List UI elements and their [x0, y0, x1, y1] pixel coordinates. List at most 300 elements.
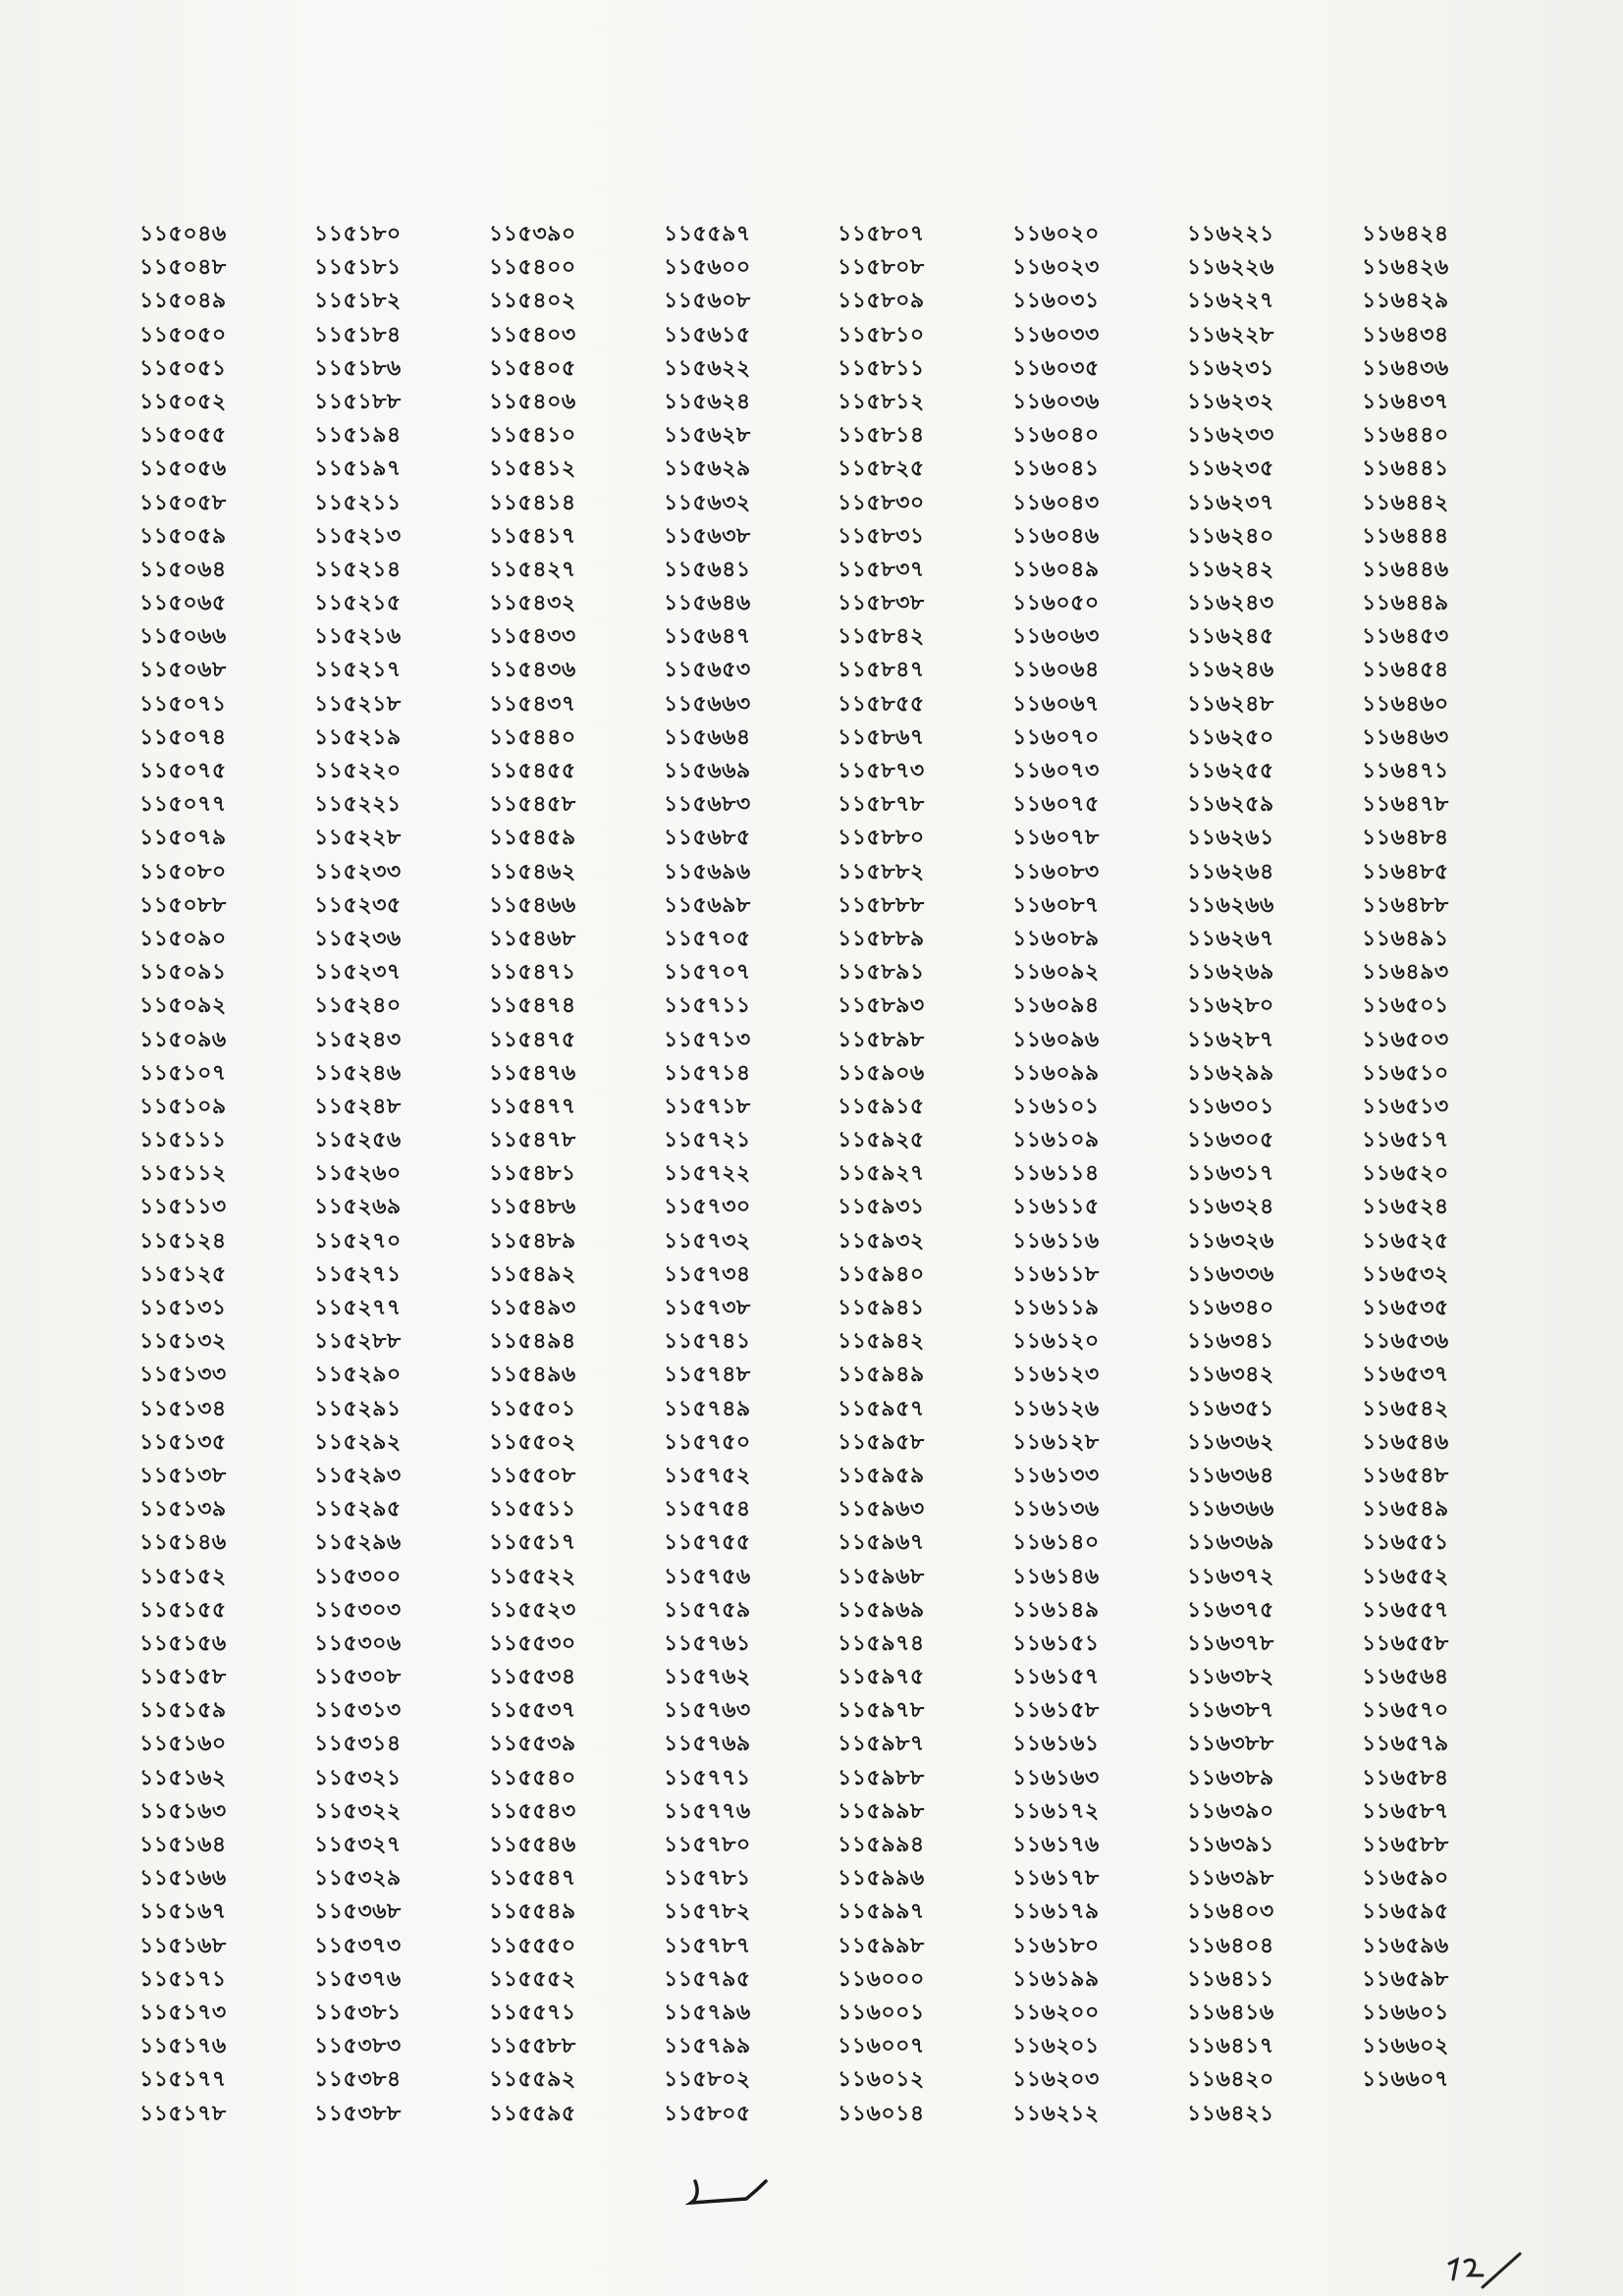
- number-column: [1187, 218, 1334, 2131]
- list-item: ১১৫১৮৮: [314, 389, 402, 414]
- number-list: [139, 218, 1455, 2142]
- list-item: ১১৫৩০৩: [314, 1597, 402, 1623]
- list-item: ১১৫৮০৫: [664, 2101, 751, 2126]
- list-item: ১১৫৪৫৯: [489, 826, 576, 851]
- list-item: ১১৬২৪৩: [1187, 591, 1274, 616]
- list-item: ১১৬৪৭৮: [1362, 792, 1449, 818]
- list-item: ১১৫৪৯৩: [489, 1296, 576, 1320]
- list-item: ১১৬১৬১: [1012, 1732, 1100, 1757]
- list-item: ১১৫৩৬৮: [314, 1899, 402, 1925]
- list-item: ১১৬৪০৪: [1187, 1933, 1274, 1958]
- list-item: ১১৫৪৯২: [489, 1261, 576, 1287]
- list-item: ১১৬০৪১: [1012, 456, 1100, 482]
- list-item: ১১৬৪৪৯: [1362, 591, 1449, 616]
- number-column: [139, 218, 287, 2131]
- list-item: ১১৫২৩৩: [314, 859, 402, 884]
- list-item: ১১৫১৫৯: [139, 1698, 227, 1724]
- list-item: ১১৬৩৭৮: [1187, 1630, 1274, 1656]
- list-item: ১১৬০৬৪: [1012, 658, 1100, 683]
- list-item: ১১৬১২৩: [1012, 1362, 1100, 1388]
- list-item: ১১৬৪১৬: [1187, 2000, 1274, 2025]
- list-item: ১১৬৩৮৮: [1187, 1732, 1274, 1757]
- list-item: ১১৫৩৮৮: [314, 2101, 402, 2126]
- list-item: ১১৫১২৫: [139, 1261, 227, 1287]
- list-item: ১১৫৯৭৪: [838, 1630, 925, 1656]
- list-item: ১১৬৩৭২: [1187, 1564, 1274, 1589]
- list-item: ১১৫২২১: [314, 792, 402, 818]
- list-item: ১১৬০০১: [838, 2000, 925, 2025]
- list-item: ১১৫৫৮৮: [489, 2034, 576, 2059]
- list-item: ১১৫৭৫৪: [664, 1497, 751, 1522]
- list-item: ১১৬০৪৬: [1012, 523, 1100, 549]
- list-item: ১১৫৫৯৭: [664, 222, 751, 246]
- list-item: ১১৫২৭১: [314, 1261, 402, 1287]
- list-item: ১১৬০৬৭: [1012, 691, 1100, 717]
- list-item: ১১৬০৫০: [1012, 591, 1100, 616]
- list-item: ১১৫৬৬৩: [664, 691, 751, 717]
- list-item: ১১৫০৯২: [139, 993, 227, 1019]
- list-item: ১১৬০৪৩: [1012, 490, 1100, 515]
- list-item: ১১৫০৫৫: [139, 423, 227, 449]
- number-column: [489, 218, 636, 2131]
- list-item: ১১৫৬৯৮: [664, 892, 751, 918]
- list-item: ১১৬৩২৪: [1187, 1195, 1274, 1220]
- list-item: ১১৬২৫০: [1187, 724, 1274, 750]
- list-item: ১১৫৩৮১: [314, 2000, 402, 2025]
- list-item: ১১৫৯৯৬: [838, 1866, 925, 1892]
- list-item: ১১৫৫১৭: [489, 1530, 576, 1556]
- list-item: ১১৫০৭১: [139, 691, 227, 717]
- list-item: ১১৫৩০৬: [314, 1630, 402, 1656]
- list-item: ১১৬৪৯৩: [1362, 960, 1449, 986]
- list-item: ১১৫৯৮৭: [838, 1732, 925, 1757]
- list-item: ১১৬৪৬৩: [1362, 724, 1449, 750]
- list-item: ১১৫১৩৫: [139, 1429, 227, 1455]
- list-item: ১১৫৪৫৫: [489, 759, 576, 783]
- list-item: ১১৬৩৩৬: [1187, 1261, 1274, 1287]
- list-item: ১১৬৫৯৮: [1362, 1966, 1449, 1992]
- list-item: ১১৫০৫০: [139, 322, 227, 347]
- list-item: ১১৫১৬০: [139, 1732, 227, 1757]
- list-item: ১১৫৩৮৩: [314, 2034, 402, 2059]
- list-item: ১১৬৪৮৮: [1362, 892, 1449, 918]
- list-item: ১১৫১৫২: [139, 1564, 227, 1589]
- list-item: ১১৫৯৫৯: [838, 1463, 925, 1488]
- list-item: ১১৫২৬৯: [314, 1195, 402, 1220]
- list-item: ১১৬২৬১: [1187, 826, 1274, 851]
- list-item: ১১৬১৮০: [1012, 1933, 1100, 1958]
- list-item: ১১৫৯৬৯: [838, 1597, 925, 1623]
- list-item: ১১৫৫৫২: [489, 1966, 576, 1992]
- list-item: ১১৫৯৩১: [838, 1195, 925, 1220]
- list-item: ১১৫৮০২: [664, 2067, 751, 2093]
- list-item: ১১৫১১১: [139, 1128, 227, 1153]
- list-item: ১১৬৪১৭: [1187, 2034, 1274, 2059]
- list-item: ১১৫৭৭৬: [664, 1798, 751, 1824]
- list-item: ১১৬৫৬৪: [1362, 1665, 1449, 1690]
- list-item: ১১৫১৬৪: [139, 1833, 227, 1857]
- list-item: ১১৫০৭৫: [139, 759, 227, 783]
- list-item: ১১৫৭৯৯: [664, 2034, 751, 2059]
- list-item: ১১৬৪৮৪: [1362, 826, 1449, 851]
- list-item: ১১৬১৭৮: [1012, 1866, 1100, 1892]
- list-item: ১১৫২৭০: [314, 1228, 402, 1254]
- list-item: ১১৫১৮১: [314, 255, 402, 281]
- list-item: ১১৫১১৩: [139, 1195, 227, 1220]
- list-item: ১১৫২১৩: [314, 523, 402, 549]
- list-item: ১১৫৮৪২: [838, 624, 925, 650]
- list-item: ১১৬০০০: [838, 1966, 925, 1992]
- list-item: ১১৫০৫১: [139, 355, 227, 381]
- list-item: ১১৫৪৬৬: [489, 892, 576, 918]
- list-item: ১১৬৪৪১: [1362, 456, 1449, 482]
- list-item: ১১৫১০৭: [139, 1060, 227, 1086]
- list-item: ১১৫৭৮০: [664, 1833, 751, 1857]
- list-item: ১১৫৪১৭: [489, 523, 576, 549]
- list-item: ১১৬৪২৬: [1362, 255, 1449, 281]
- list-item: ১১৬১৭৬: [1012, 1833, 1100, 1857]
- list-item: ১১৫৯০৬: [838, 1060, 925, 1086]
- list-item: ১১৬১০৯: [1012, 1128, 1100, 1153]
- list-item: ১১৫৮৩৭: [838, 557, 925, 582]
- list-item: ১১৫২৪৩: [314, 1027, 402, 1052]
- list-item: ১১৬৩৪২: [1187, 1362, 1274, 1388]
- list-item: ১১৬৪৯১: [1362, 926, 1449, 951]
- list-item: ১১৫২২৮: [314, 826, 402, 851]
- list-item: ১১৫৪৭১: [489, 960, 576, 986]
- list-item: ১১৬০৩৫: [1012, 355, 1100, 381]
- list-item: ১১৬৩৬৬: [1187, 1497, 1274, 1522]
- list-item: ১১৬৫৩৫: [1362, 1296, 1449, 1320]
- list-item: ১১৬৫৯৬: [1362, 1933, 1449, 1958]
- list-item: ১১৫১০৯: [139, 1094, 227, 1119]
- list-item: ১১৫৬৪১: [664, 557, 751, 582]
- list-item: ১১৬৬০২: [1362, 2034, 1449, 2059]
- list-item: ১১৬১১৫: [1012, 1195, 1100, 1220]
- list-item: ১১৫৬২৪: [664, 389, 751, 414]
- list-item: ১১৬১৬৩: [1012, 1765, 1100, 1790]
- list-item: ১১৫৮০৮: [838, 255, 925, 281]
- list-item: ১১৫৪৭৭: [489, 1094, 576, 1119]
- list-item: ১১৬১২৬: [1012, 1396, 1100, 1421]
- list-item: ১১৫২১৯: [314, 724, 402, 750]
- list-item: ১১৫৭২২: [664, 1161, 751, 1187]
- list-item: ১১৬৪৬০: [1362, 691, 1449, 717]
- list-item: ১১৬০৭৫: [1012, 792, 1100, 818]
- number-column: [1362, 218, 1509, 2098]
- list-item: ১১৬২৬৯: [1187, 960, 1274, 986]
- list-item: ১১৫৭৩৮: [664, 1296, 751, 1320]
- list-item: ১১৫৭৭১: [664, 1765, 751, 1790]
- list-item: ১১৫০৭৪: [139, 724, 227, 750]
- list-item: ১১৬৫৫৮: [1362, 1630, 1449, 1656]
- list-item: ১১৬৫০৩: [1362, 1027, 1449, 1052]
- list-item: ১১৫৭৪৯: [664, 1396, 751, 1421]
- list-item: ১১৬৪৪৬: [1362, 557, 1449, 582]
- list-item: ১১৬৪৫৩: [1362, 624, 1449, 650]
- list-item: ১১৫৭৩২: [664, 1228, 751, 1254]
- list-item: ১১৫১৭৮: [139, 2101, 227, 2126]
- list-item: ১১৫৪৭৫: [489, 1027, 576, 1052]
- list-item: ১১৫৪২৭: [489, 557, 576, 582]
- list-item: ১১৬০৭৮: [1012, 826, 1100, 851]
- list-item: ১১৫৫৩৭: [489, 1698, 576, 1724]
- list-item: ১১৬০৯৪: [1012, 993, 1100, 1019]
- list-item: ১১৫৫৪৭: [489, 1866, 576, 1892]
- list-item: ১১৫০৫২: [139, 389, 227, 414]
- list-item: ১১৫৩১৪: [314, 1732, 402, 1757]
- list-item: ১১৫৭৪১: [664, 1329, 751, 1355]
- list-item: ১১৬৫২০: [1362, 1161, 1449, 1187]
- list-item: ১১৬৫৭৯: [1362, 1732, 1449, 1757]
- list-item: ১১৫৬৮৩: [664, 792, 751, 818]
- list-item: ১১৫০৬৮: [139, 658, 227, 683]
- list-item: ১১৫৮১০: [838, 322, 925, 347]
- list-item: ১১৬০২৩: [1012, 255, 1100, 281]
- list-item: ১১৫৮৩৮: [838, 591, 925, 616]
- list-item: ১১৬৪৮৫: [1362, 859, 1449, 884]
- list-item: ১১৫৪৪০: [489, 724, 576, 750]
- list-item: ১১৬১১৯: [1012, 1296, 1100, 1320]
- list-item: ১১৫১৯৭: [314, 456, 402, 482]
- list-item: ১১৫৫৪৯: [489, 1899, 576, 1925]
- list-item: ১১৬১১৪: [1012, 1161, 1100, 1187]
- list-item: ১১৫২২০: [314, 759, 402, 783]
- list-item: ১১৫৬৩২: [664, 490, 751, 515]
- list-item: ১১৫৯৬৮: [838, 1564, 925, 1589]
- list-item: ১১৫২৯২: [314, 1429, 402, 1455]
- list-item: ১১৫৫৪০: [489, 1765, 576, 1790]
- list-item: ১১৫৫৪৬: [489, 1833, 576, 1857]
- list-item: ১১৫০৪৬: [139, 222, 227, 246]
- list-item: ১১৫৪০৩: [489, 322, 576, 347]
- list-item: ১১৫১৩১: [139, 1296, 227, 1320]
- list-item: ১১৫২১৮: [314, 691, 402, 717]
- list-item: ১১৫২৩৬: [314, 926, 402, 951]
- list-item: ১১৬৫১০: [1362, 1060, 1449, 1086]
- list-item: ১১৫৩২৯: [314, 1866, 402, 1892]
- list-item: ১১৬১৩৩: [1012, 1463, 1100, 1488]
- list-item: ১১৫১৮০: [314, 222, 402, 246]
- list-item: ১১৬৫৭০: [1362, 1698, 1449, 1724]
- list-item: ১১৬২৪৮: [1187, 691, 1274, 717]
- list-item: ১১৬০৯২: [1012, 960, 1100, 986]
- list-item: ১১৬১৯৯: [1012, 1966, 1100, 1992]
- list-item: ১১৬২৪২: [1187, 557, 1274, 582]
- list-item: ১১৫৫৯২: [489, 2067, 576, 2093]
- list-item: ১১৬১১৬: [1012, 1228, 1100, 1254]
- list-item: ১১৫৮৮২: [838, 859, 925, 884]
- list-item: ১১৫৪৭৪: [489, 993, 576, 1019]
- list-item: ১১৫২৬০: [314, 1161, 402, 1187]
- list-item: ১১৫৯৭৫: [838, 1665, 925, 1690]
- list-item: ১১৫২৪৬: [314, 1060, 402, 1086]
- list-item: ১১৫৫১১: [489, 1497, 576, 1522]
- list-item: ১১৫৪০০: [489, 255, 576, 281]
- list-item: ১১৬৪২৪: [1362, 222, 1449, 246]
- list-item: ১১৬১৫৭: [1012, 1665, 1100, 1690]
- list-item: ১১৫৮৩০: [838, 490, 925, 515]
- list-item: ১১৫৮৮৮: [838, 892, 925, 918]
- list-item: ১১৫১৩৮: [139, 1463, 227, 1488]
- list-item: ১১৬২৩৭: [1187, 490, 1274, 515]
- list-item: ১১৬০১২: [838, 2067, 925, 2093]
- list-item: ১১৬১৫৮: [1012, 1698, 1100, 1724]
- number-column: [1012, 218, 1160, 2131]
- list-item: ১১৫০৬৪: [139, 557, 227, 582]
- list-item: ১১৫৬৪৬: [664, 591, 751, 616]
- list-item: ১১৬০১৪: [838, 2101, 925, 2126]
- list-item: ১১৫৭৬৩: [664, 1698, 751, 1724]
- list-item: ১১৬০৮৭: [1012, 892, 1100, 918]
- list-item: ১১৫৪৯৪: [489, 1329, 576, 1355]
- list-item: ১১৫৯৪১: [838, 1296, 925, 1320]
- list-item: ১১৫৯৮৮: [838, 1765, 925, 1790]
- list-item: ১১৫৭৫০: [664, 1429, 751, 1455]
- list-item: ১১৬৪৪২: [1362, 490, 1449, 515]
- list-item: ১১৬০৩৬: [1012, 389, 1100, 414]
- list-item: ১১৬৩০৫: [1187, 1128, 1274, 1153]
- list-item: ১১৫১২৪: [139, 1228, 227, 1254]
- list-item: ১১৫২৯৬: [314, 1530, 402, 1556]
- list-item: ১১৬২৫৯: [1187, 792, 1274, 818]
- list-item: ১১৬১২৮: [1012, 1429, 1100, 1455]
- list-item: ১১৫৬২৯: [664, 456, 751, 482]
- list-item: ১১৫৮৯৩: [838, 993, 925, 1019]
- list-item: ১১৬২০৩: [1012, 2067, 1100, 2093]
- list-item: ১১৫১৫৬: [139, 1630, 227, 1656]
- list-item: ১১৫৮৬৭: [838, 724, 925, 750]
- list-item: ১১৫৩৭৬: [314, 1966, 402, 1992]
- list-item: ১১৫৪৭৬: [489, 1060, 576, 1086]
- list-item: ১১৬২১২: [1012, 2101, 1100, 2126]
- list-item: ১১৫৫৩৯: [489, 1732, 576, 1757]
- list-item: ১১৬৫১৩: [1362, 1094, 1449, 1119]
- list-item: ১১৫৬৯৬: [664, 859, 751, 884]
- list-item: ১১৫৪৬৮: [489, 926, 576, 951]
- list-item: ১১৫৭০৭: [664, 960, 751, 986]
- list-item: ১১৫১৭৭: [139, 2067, 227, 2093]
- list-item: ১১৬০৪৯: [1012, 557, 1100, 582]
- list-item: ১১৬৪২১: [1187, 2101, 1274, 2126]
- list-item: ১১৫২৭৭: [314, 1296, 402, 1320]
- list-item: ১১৫২১১: [314, 490, 402, 515]
- list-item: ১১৬০৭৩: [1012, 759, 1100, 783]
- list-item: ১১৫৩৭৩: [314, 1933, 402, 1958]
- list-item: ১১৫১৬৭: [139, 1899, 227, 1925]
- list-item: ১১৬০৬৩: [1012, 624, 1100, 650]
- list-item: ১১৫৮৮০: [838, 826, 925, 851]
- list-item: ১১৬০৮৩: [1012, 859, 1100, 884]
- list-item: ১১৫৯৯৮: [838, 1933, 925, 1958]
- list-item: ১১৫১৩৯: [139, 1497, 227, 1522]
- list-item: ১১৬০৩৩: [1012, 322, 1100, 347]
- list-item: ১১৫১৭১: [139, 1966, 227, 1992]
- list-item: ১১৫৯৬৭: [838, 1530, 925, 1556]
- list-item: ১১৬৩৯৮: [1187, 1866, 1274, 1892]
- list-item: ১১৫০৬৫: [139, 591, 227, 616]
- list-item: ১১৫৯৬৩: [838, 1497, 925, 1522]
- list-item: ১১৬১১৮: [1012, 1261, 1100, 1287]
- list-item: ১১৬৫৩২: [1362, 1261, 1449, 1287]
- page-initial-mark: [1443, 2248, 1532, 2295]
- list-item: ১১৫০৯১: [139, 960, 227, 986]
- list-item: ১১৫৪৩২: [489, 591, 576, 616]
- list-item: ১১৫৭৮৭: [664, 1933, 751, 1958]
- list-item: ১১৬৩৬২: [1187, 1429, 1274, 1455]
- list-item: ১১৫৮৮৯: [838, 926, 925, 951]
- list-item: ১১৬৫২৫: [1362, 1228, 1449, 1254]
- list-item: ১১৫৬২৮: [664, 423, 751, 449]
- list-item: ১১৫৬৬৯: [664, 759, 751, 783]
- list-item: ১১৬৫১৭: [1362, 1128, 1449, 1153]
- list-item: ১১৫০৪৮: [139, 255, 227, 281]
- list-item: ১১৬৫৩৬: [1362, 1329, 1449, 1355]
- list-item: ১১৬২২৬: [1187, 255, 1274, 281]
- list-item: ১১৫৫০২: [489, 1429, 576, 1455]
- list-item: ১১৬২৪৫: [1187, 624, 1274, 650]
- list-item: ১১৫৭৬৯: [664, 1732, 751, 1757]
- list-item: ১১৫৫২২: [489, 1564, 576, 1589]
- list-item: ১১৫৯৯৭: [838, 1899, 925, 1925]
- list-item: ১১৫৫৫০: [489, 1933, 576, 1958]
- list-item: ১১৫৬০৮: [664, 289, 751, 314]
- list-item: ১১৫৫৩০: [489, 1630, 576, 1656]
- list-item: ১১৫৭৫৯: [664, 1597, 751, 1623]
- list-item: ১১৫৭৯৫: [664, 1966, 751, 1992]
- list-item: ১১৬২৩৩: [1187, 423, 1274, 449]
- list-item: ১১৫০৯০: [139, 926, 227, 951]
- list-item: ১১৫৪১০: [489, 423, 576, 449]
- list-item: ১১৬০৪০: [1012, 423, 1100, 449]
- list-item: ১১৫৭৫৬: [664, 1564, 751, 1589]
- list-item: ১১৬৪১১: [1187, 1966, 1274, 1992]
- list-item: ১১৬৪৩৪: [1362, 322, 1449, 347]
- list-item: ১১৫৭৫৫: [664, 1530, 751, 1556]
- list-item: ১১৫১৬৩: [139, 1798, 227, 1824]
- list-item: ১১৬২৩৫: [1187, 456, 1274, 482]
- list-item: ১১৬৩৮২: [1187, 1665, 1274, 1690]
- list-item: ১১৫১৬৬: [139, 1866, 227, 1892]
- list-item: ১১৫৭১১: [664, 993, 751, 1019]
- list-item: ১১৬২৪৬: [1187, 658, 1274, 683]
- list-item: ১১৬০৮৯: [1012, 926, 1100, 951]
- list-item: ১১৫০৯৬: [139, 1027, 227, 1052]
- list-item: ১১৬৫৮৪: [1362, 1765, 1449, 1790]
- list-item: ১১৫৪০২: [489, 289, 576, 314]
- list-item: ১১৫২১৭: [314, 658, 402, 683]
- list-item: ১১৬১০১: [1012, 1094, 1100, 1119]
- list-item: ১১৬৩৮৯: [1187, 1765, 1274, 1790]
- list-item: ১১৫১৫৮: [139, 1665, 227, 1690]
- list-item: ১১৫১৩২: [139, 1329, 227, 1355]
- list-item: ১১৫৬৮৫: [664, 826, 751, 851]
- list-item: ১১৬১৪৬: [1012, 1564, 1100, 1589]
- list-item: ১১৬৪৩৬: [1362, 355, 1449, 381]
- list-item: ১১৫০৫৯: [139, 523, 227, 549]
- list-item: ১১৬৩৯১: [1187, 1833, 1274, 1857]
- list-item: ১১৬৩৫১: [1187, 1396, 1274, 1421]
- list-item: ১১৫৯১৫: [838, 1094, 925, 1119]
- list-item: ১১৬২৮৭: [1187, 1027, 1274, 1052]
- list-item: ১১৫২৯৫: [314, 1497, 402, 1522]
- list-item: ১১৬২৫৫: [1187, 759, 1274, 783]
- list-item: ১১৫১৮২: [314, 289, 402, 314]
- list-item: ১১৫৩০৮: [314, 1665, 402, 1690]
- list-item: ১১৫৭৫২: [664, 1463, 751, 1488]
- list-item: ১১৫১৮৪: [314, 322, 402, 347]
- list-item: ১১৬৪০৩: [1187, 1899, 1274, 1925]
